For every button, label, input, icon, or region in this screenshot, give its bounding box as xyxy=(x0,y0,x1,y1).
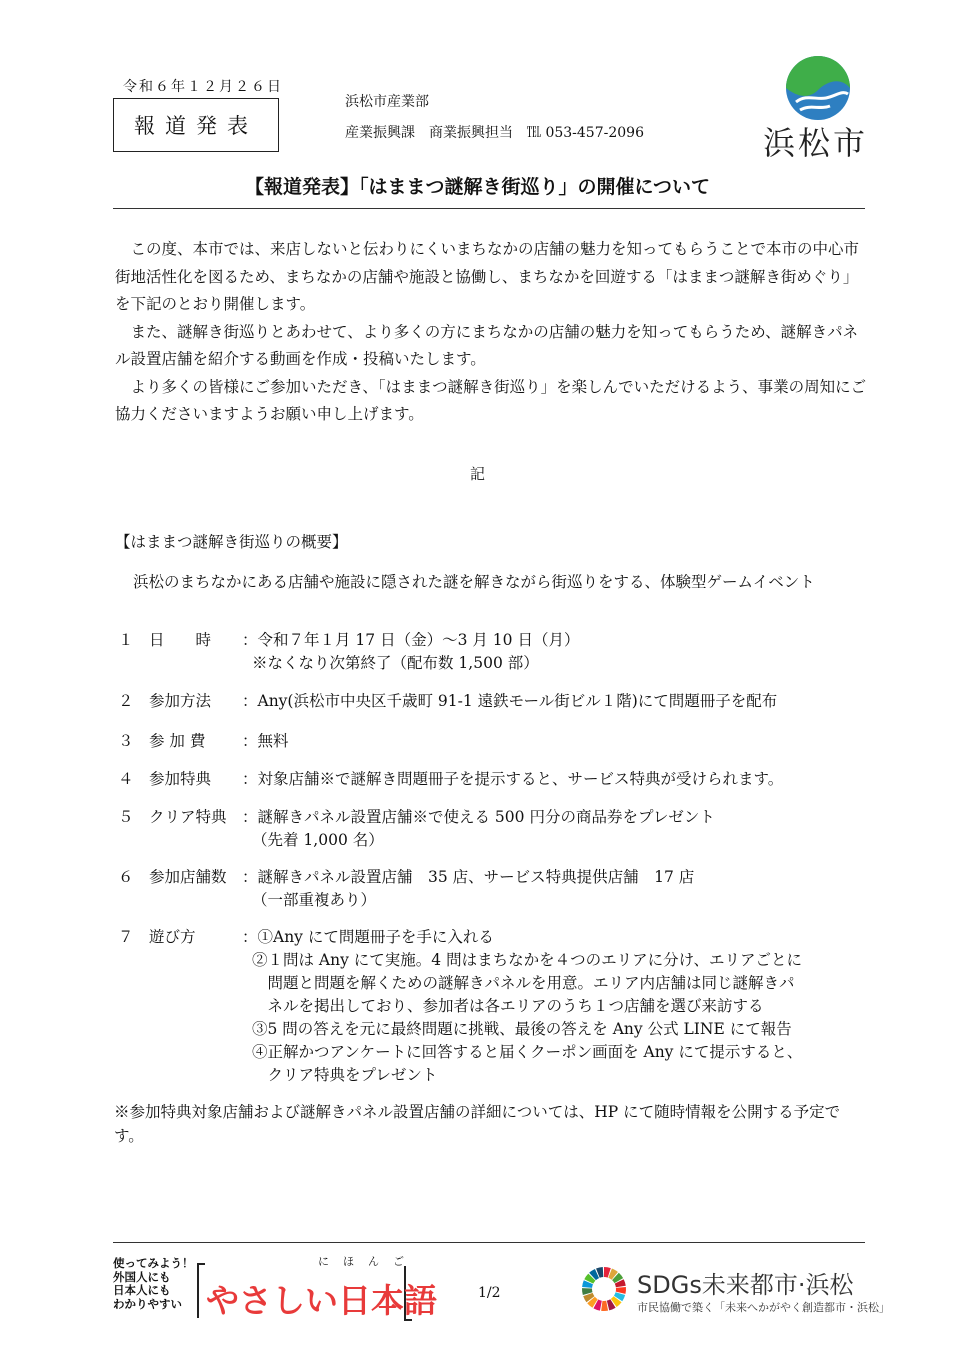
sdgs-segment xyxy=(601,1301,608,1311)
press-release-label: 報道発表 xyxy=(113,98,279,152)
item-number: １ xyxy=(118,631,134,649)
yasashii-text: やさしい日本語 xyxy=(206,1281,437,1320)
item-value: ：①Any にて問題冊子を手に入れる xyxy=(242,928,494,946)
intro-paragraph: この度、本市では、来店しないと伝わりにくいまちなかの店舗の魅力を知ってもらうことで本市の中心市街地活性化を図るため、まちなかの店舗や施設と協働し、まちなかを回遊する「はままつ謎解き街めぐり」を下記のとおり開催します。 xyxy=(115,240,860,313)
sdgs-subtitle: 市民協働で築く「未来へかがやく創造都市・浜松」 xyxy=(637,1301,890,1314)
caption-line: 外国人にも xyxy=(113,1269,171,1284)
release-date: 令和６年１２月２６日 xyxy=(123,79,283,95)
ki-marker: 記 xyxy=(469,465,485,483)
caption-line: わかりやすい xyxy=(113,1296,182,1311)
sdgs-wheel-icon xyxy=(580,1265,628,1313)
sdgs-title: SDGs未来都市·浜松 xyxy=(637,1271,854,1299)
caption-line: 日本人にも xyxy=(113,1283,171,1297)
item-sub: ④正解かつアンケートに回答すると届くクーポン画面を Any にて提示すると、 xyxy=(252,1043,803,1061)
item-number: ４ xyxy=(118,770,134,788)
yasashii-caption xyxy=(113,1257,194,1311)
item-label: 参 加 費 xyxy=(149,732,206,750)
item-value: ：謎解きパネル設置店舗 35 店、サービス特典提供店舗 17 店 xyxy=(242,868,695,886)
section-contact: 産業振興課 商業振興担当 ℡ 053-457-2096 xyxy=(345,125,644,141)
item-label: 日 時 xyxy=(149,631,212,649)
item-number: ３ xyxy=(118,732,134,750)
footnote: ※参加特典対象店舗および謎解きパネル設置店舗の詳細については、HP にて随時情報を公開する予定です。 xyxy=(114,1103,841,1145)
intro-paragraph: また、謎解き街巡りとあわせて、より多くの方にまちなかの店舗の魅力を知ってもらうため、謎解きパネル設置店舗を紹介する動画を作成・投稿いたします。 xyxy=(115,322,859,368)
item-sub: ネルを掲出しており、参加者は各エリアのうち１つ店舗を選び来訪する xyxy=(252,997,764,1015)
intro-text xyxy=(115,236,867,429)
item-value: ：対象店舗※で謎解き問題冊子を提示すると、サービス特典が受けられます。 xyxy=(242,770,784,788)
page-title: 【報道発表】「はままつ謎解き街巡り」の開催について xyxy=(244,176,711,198)
page-number: 1/2 xyxy=(478,1285,501,1301)
item-value: ：Any(浜松市中央区千歳町 91-1 遠鉄モール街ビル１階)にて問題冊子を配布 xyxy=(242,692,778,710)
item-value: ：令和７年１月 17 日（金）～3 月 10 日（月） xyxy=(242,631,580,649)
department: 浜松市産業部 xyxy=(345,94,429,110)
item-value: ：謎解きパネル設置店舗※で使える 500 円分の商品券をプレゼント xyxy=(242,808,715,826)
item-sub: ②１問は Any にて実施。4 問はまちなかを４つのエリアに分け、エリアごとに xyxy=(252,951,802,969)
item-sub: 問題と問題を解くための謎解きパネルを用意。エリア内店舗は同じ謎解きパ xyxy=(252,974,795,992)
item-sub: ※なくなり次第終了（配布数 1,500 部） xyxy=(252,654,539,672)
item-number: ２ xyxy=(118,692,134,710)
overview-description: 浜松のまちなかにある店舗や施設に隠された謎を解きながら街巡りをする、体験型ゲームイベント xyxy=(133,573,815,591)
overview-heading: 【はままつ謎解き街巡りの概要】 xyxy=(115,533,348,551)
item-label: 参加特典 xyxy=(149,770,212,788)
item-sub: （一部重複あり） xyxy=(252,891,377,909)
item-number: ７ xyxy=(118,928,134,946)
item-label: クリア特典 xyxy=(149,808,227,826)
caption-line: 使ってみよう！ xyxy=(113,1256,194,1270)
item-sub: （先着 1,000 名） xyxy=(252,831,384,849)
title-divider xyxy=(113,208,865,209)
footer-divider xyxy=(113,1242,865,1243)
item-number: ５ xyxy=(118,808,134,826)
intro-paragraph: より多くの皆様にご参加いただき、「はままつ謎解き街巡り」を楽しんでいただけるよう、事業の周知にご協力くださいますようお願い申し上げます。 xyxy=(115,377,867,423)
item-label: 参加方法 xyxy=(149,692,212,710)
item-sub: ③5 問の答えを元に最終問題に挑戦、最後の答えを Any 公式 LINE にて報告 xyxy=(252,1020,792,1038)
city-logo-text: 浜松市 xyxy=(763,124,869,162)
yasashii-nihongo-logo xyxy=(206,1275,437,1322)
yasashii-ruby: にほんご xyxy=(318,1255,418,1268)
item-number: ６ xyxy=(118,868,134,886)
item-value: ：無料 xyxy=(242,732,289,750)
item-label: 遊び方 xyxy=(149,928,196,946)
item-sub: クリア特典をプレゼント xyxy=(252,1066,438,1084)
item-label: 参加店舗数 xyxy=(149,868,227,886)
